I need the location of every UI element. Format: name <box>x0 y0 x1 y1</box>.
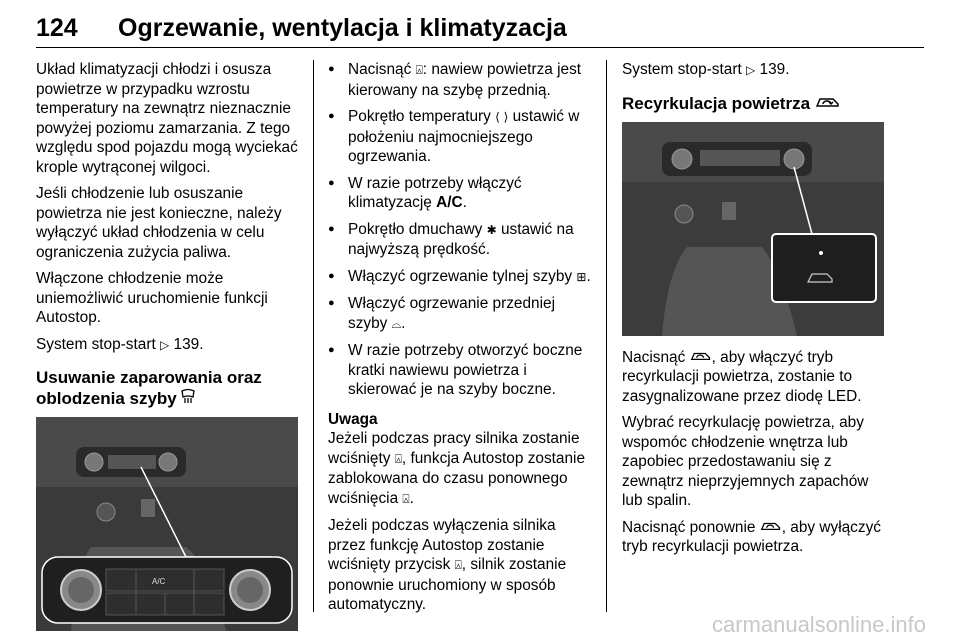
note-text: . <box>409 489 414 507</box>
front-window-heat-icon: ⌓ <box>391 316 402 331</box>
section-heading-text: Recyrkulacja powietrza <box>622 93 811 113</box>
list-item-text: Pokrętło temperatury <box>348 108 491 125</box>
page-ref-link[interactable]: 139. <box>173 335 204 353</box>
climate-panel-photo <box>36 417 298 631</box>
list-item-text: . <box>401 314 406 332</box>
temperature-icon: ⟨ ⟩ <box>495 110 509 124</box>
fan-icon: ✱ <box>486 222 497 237</box>
column-3 <box>622 60 890 564</box>
air-recirculation-icon <box>815 95 841 109</box>
note-text: Jeżeli podczas wyłączenia silnika przez funkcję Autostop zostanie wciśnięty przycisk <box>328 517 556 573</box>
paragraph: Wybrać recyrkulację powietrza, aby wspomóc chłodzenie wnętrza lub zapobiec przedostawaniu się z zewnątrz nieprzyjemnych zapachów lub spalin. <box>622 414 869 509</box>
list-item-text: . <box>586 267 591 285</box>
note-paragraph <box>328 429 596 509</box>
list-item <box>328 60 596 100</box>
list-item-text: : nawiew powietrza jest kierowany na szybę przednią. <box>348 61 582 99</box>
note-text: , silnik zostanie ponownie uruchomiony w sposób automatyczny. <box>328 556 567 613</box>
list-item <box>328 294 596 334</box>
paragraph-text: Nacisnąć ponownie <box>622 518 756 536</box>
ac-label: A/C <box>436 194 463 211</box>
section-heading-text: Usuwanie zaparowania oraz oblodzenia szyby <box>36 368 262 408</box>
paragraph <box>36 335 302 356</box>
list-item <box>328 267 596 288</box>
list-item-text: ustawić w położeniu najmocniejszego ogrzewania. <box>348 108 580 165</box>
paragraph: Włączone chłodzenie może uniemożliwić uruchomienie funkcji Autostop. <box>36 270 268 326</box>
air-recirculation-icon <box>760 520 782 532</box>
paragraph <box>622 60 890 81</box>
paragraph: Jeśli chłodzenie lub osuszanie powietrza nie jest konieczne, należy wyłączyć układ chłodzenia w celu ograniczenia zużycia paliwa. <box>36 185 282 261</box>
paragraph-text: Nacisnąć <box>622 348 686 366</box>
windshield-defrost-icon: ⍓ <box>394 451 402 466</box>
list-item-text: W razie potrzeby włączyć klimatyzację <box>348 174 522 211</box>
list-item-text: Włączyć ogrzewanie przedniej szyby <box>348 295 556 332</box>
instruction-list <box>328 60 596 400</box>
note-text: Jeżeli podczas pracy silnika zostanie wciśnięty <box>328 430 580 467</box>
column-divider <box>313 60 314 612</box>
list-item-text: Nacisnąć <box>348 61 412 78</box>
column-1 <box>36 60 302 631</box>
paragraph-text: , aby włączyć tryb recyrkulacji powietrza, zostanie to zasygnalizowane przez diodę LED. <box>622 348 862 405</box>
air-recirculation-icon <box>690 350 712 362</box>
paragraph-text: , aby wyłączyć tryb recyrkulacji powietrza. <box>622 518 881 555</box>
page-ref-arrow-icon: ▷ <box>746 63 756 77</box>
windshield-defrost-icon <box>181 388 195 404</box>
section-heading <box>36 367 302 409</box>
note-heading: Uwaga <box>328 410 378 428</box>
page-number: 124 <box>36 14 78 42</box>
page-title: Ogrzewanie, wentylacja i klimatyzacja <box>118 14 567 42</box>
paragraph-text: System stop-start <box>622 61 742 78</box>
section-heading <box>622 93 890 114</box>
windshield-defrost-icon: ⍓ <box>402 491 410 506</box>
recirculation-button-photo <box>622 122 884 336</box>
list-item-text: Pokrętło dmuchawy <box>348 220 483 238</box>
list-item <box>328 174 596 213</box>
windshield-defrost-icon: ⍓ <box>415 63 423 77</box>
page-ref-link[interactable]: 139. <box>759 61 790 78</box>
watermark: carmanualsonline.info <box>711 612 926 637</box>
list-item <box>328 341 596 400</box>
rear-window-heat-icon: ⊞ <box>576 269 587 284</box>
list-item <box>328 107 596 167</box>
column-2 <box>328 60 596 622</box>
ac-button-label: A/C <box>152 577 166 586</box>
list-item-text: . <box>462 194 467 211</box>
paragraph <box>622 348 890 407</box>
column-divider <box>606 60 607 612</box>
list-item <box>328 220 596 260</box>
list-item-text: W razie potrzeby otworzyć boczne kratki nawiewu powietrza i skierować je na szyby boczne. <box>348 342 583 398</box>
paragraph-text: System stop-start <box>36 335 156 353</box>
list-item-text: ustawić na najwyższą prędkość. <box>348 220 574 258</box>
page-header <box>36 6 924 48</box>
note-text: , funkcja Autostop zostanie zablokowana do czasu ponownego wciśnięcia <box>328 449 586 507</box>
paragraph <box>622 518 890 557</box>
windshield-defrost-icon: ⍓ <box>454 558 462 572</box>
page-ref-arrow-icon: ▷ <box>160 337 170 352</box>
note-paragraph <box>328 516 596 615</box>
list-item-text: Włączyć ogrzewanie tylnej szyby <box>348 267 573 285</box>
paragraph: Układ klimatyzacji chłodzi i osusza powietrze w przypadku wzrostu temperatury na zewnątrz nieznacznie powyżej poziomu zamarzania. Z tego względu spod pojazdu mogą wyciekać krople wytrąconej wilgoci. <box>36 61 298 176</box>
